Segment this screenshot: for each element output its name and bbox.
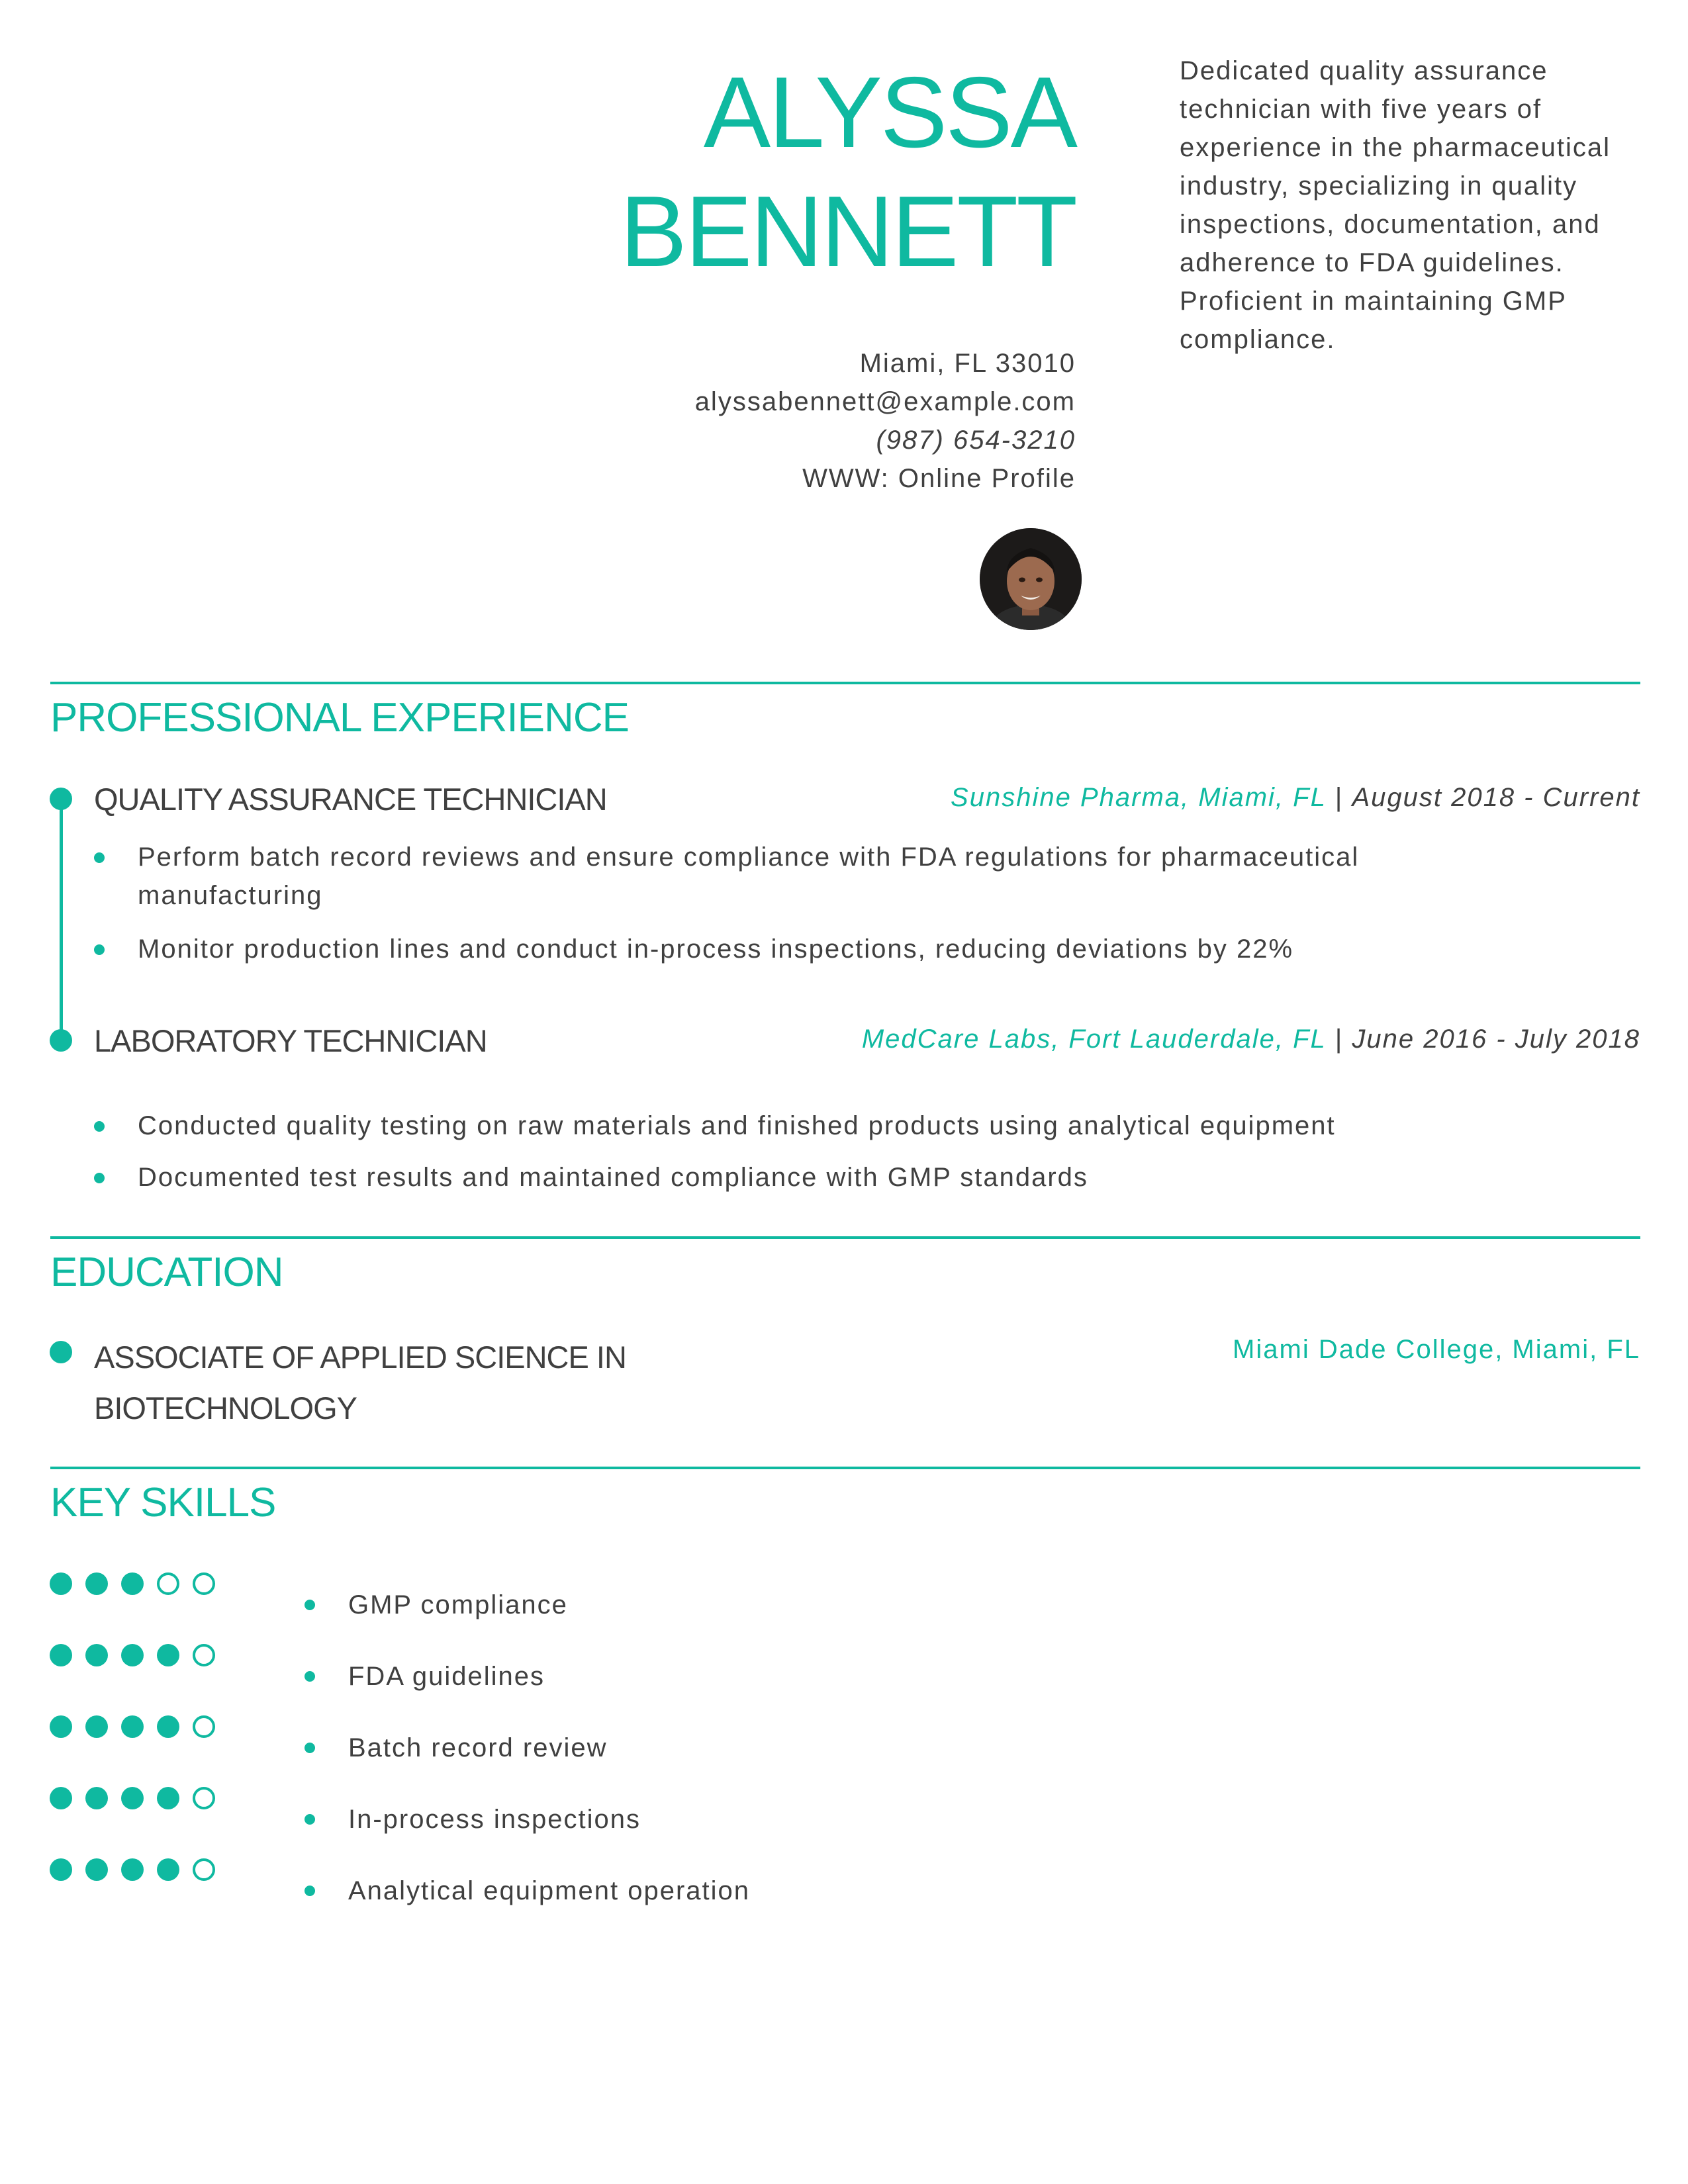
- job-title: QUALITY ASSURANCE TECHNICIAN: [94, 782, 607, 817]
- bullet-dot: [305, 1671, 315, 1682]
- rating-dot-filled: [85, 1644, 108, 1666]
- rating-dot-filled: [50, 1644, 72, 1666]
- rating-dot-filled: [121, 1858, 144, 1881]
- last-name: BENNETT: [620, 175, 1076, 288]
- bullet-dot: [305, 1886, 315, 1896]
- skill-rating: [50, 1644, 215, 1666]
- job-bullet: Documented test results and maintained compliance with GMP standards: [138, 1163, 1088, 1192]
- job-bullet: Perform batch record reviews and ensure compliance with FDA regulations for pharmaceutical manufacturing: [138, 842, 1360, 910]
- rating-dot-empty: [193, 1644, 215, 1666]
- skill-rating: [50, 1572, 215, 1595]
- rating-dot-empty: [193, 1715, 215, 1738]
- rating-dot-filled: [50, 1572, 72, 1595]
- contact-website[interactable]: WWW: Online Profile: [802, 464, 1076, 493]
- job-title: LABORATORY TECHNICIAN: [94, 1023, 487, 1058]
- rating-dot-empty: [193, 1787, 215, 1809]
- rating-dot-empty: [193, 1858, 215, 1881]
- timeline-dot: [50, 788, 72, 810]
- job-meta: [846, 778, 1640, 817]
- bullet-dot: [94, 1121, 105, 1132]
- timeline-dot: [50, 1029, 72, 1052]
- education-dot: [50, 1341, 72, 1363]
- rating-dot-filled: [85, 1858, 108, 1881]
- rating-dot-filled: [157, 1644, 179, 1666]
- job-separator: |: [1326, 1024, 1352, 1054]
- avatar: [980, 528, 1082, 630]
- rating-dot-filled: [121, 1715, 144, 1738]
- job-bullet: Monitor production lines and conduct in-process inspections, reducing deviations by 22%: [138, 934, 1294, 964]
- education-degree: ASSOCIATE OF APPLIED SCIENCE IN BIOTECHNOLOGY: [94, 1340, 626, 1426]
- bullet-dot: [305, 1743, 315, 1753]
- job-meta: [820, 1020, 1640, 1058]
- rating-dot-filled: [85, 1787, 108, 1809]
- job-separator: |: [1326, 783, 1352, 812]
- rating-dot-filled: [157, 1787, 179, 1809]
- first-name: ALYSSA: [703, 56, 1076, 169]
- skill-name: FDA guidelines: [348, 1662, 545, 1691]
- bullet-dot: [305, 1814, 315, 1825]
- rating-dot-filled: [121, 1572, 144, 1595]
- section-title-education: EDUCATION: [50, 1250, 283, 1295]
- bullet-dot: [305, 1600, 315, 1610]
- rating-dot-empty: [157, 1572, 179, 1595]
- job-dates: August 2018 - Current: [1352, 783, 1640, 812]
- job-company: Sunshine Pharma, Miami, FL: [951, 783, 1327, 812]
- section-divider: [50, 1467, 1640, 1469]
- contact-email[interactable]: alyssabennett@example.com: [694, 387, 1076, 416]
- avatar-photo: [980, 528, 1082, 630]
- rating-dot-filled: [50, 1858, 72, 1881]
- bullet-dot: [94, 1173, 105, 1183]
- section-divider: [50, 682, 1640, 684]
- section-divider: [50, 1236, 1640, 1239]
- job-company: MedCare Labs, Fort Lauderdale, FL: [861, 1024, 1327, 1054]
- skill-name: Batch record review: [348, 1733, 608, 1762]
- contact-location: Miami, FL 33010: [859, 349, 1076, 378]
- rating-dot-filled: [50, 1787, 72, 1809]
- contact-phone: (987) 654-3210: [876, 426, 1076, 455]
- rating-dot-filled: [121, 1644, 144, 1666]
- job-dates: June 2016 - July 2018: [1352, 1024, 1640, 1054]
- skill-rating: [50, 1715, 215, 1738]
- section-title-experience: PROFESSIONAL EXPERIENCE: [50, 695, 629, 741]
- rating-dot-filled: [157, 1858, 179, 1881]
- education-school: Miami Dade College, Miami, FL: [1233, 1335, 1640, 1364]
- skill-name: Analytical equipment operation: [348, 1876, 751, 1905]
- profile-summary: Dedicated quality assurance technician with five years of experience in the pharmaceutical industry, specializing in quality inspections, documentation, and adherence to FDA guidelines. Proficient in maintaining GMP compliance.: [1180, 56, 1611, 354]
- rating-dot-filled: [85, 1572, 108, 1595]
- rating-dot-filled: [85, 1715, 108, 1738]
- rating-dot-filled: [50, 1715, 72, 1738]
- skill-rating: [50, 1787, 215, 1809]
- bullet-dot: [94, 852, 105, 863]
- bullet-dot: [94, 944, 105, 955]
- timeline-line: [60, 804, 63, 1040]
- rating-dot-filled: [121, 1787, 144, 1809]
- skill-name: GMP compliance: [348, 1590, 568, 1619]
- skill-rating: [50, 1858, 215, 1881]
- rating-dot-empty: [193, 1572, 215, 1595]
- skill-name: In-process inspections: [348, 1805, 641, 1834]
- rating-dot-filled: [157, 1715, 179, 1738]
- section-title-skills: KEY SKILLS: [50, 1480, 276, 1525]
- job-bullet: Conducted quality testing on raw materials and finished products using analytical equipment: [138, 1111, 1336, 1140]
